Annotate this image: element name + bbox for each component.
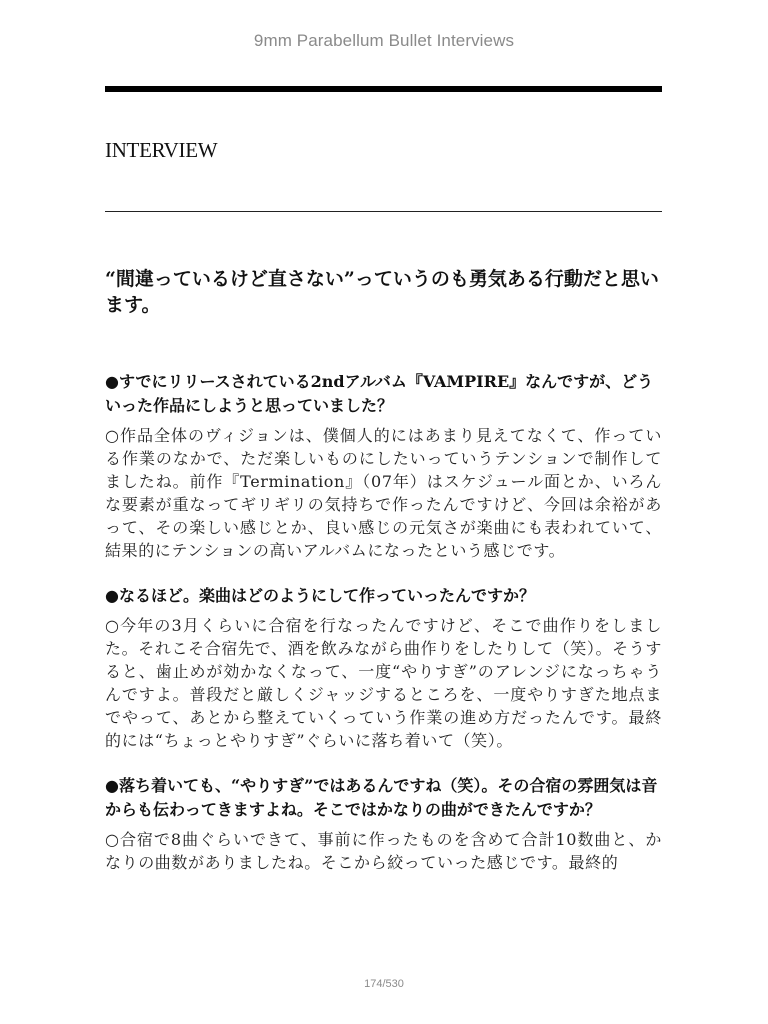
qa-block [105, 370, 662, 562]
interview-question: ●落ち着いても、“やりすぎ”ではあるんですね（笑）。その合宿の雰囲気は音からも伝わってきますよね。そこではかなりの曲ができたんですか？ [105, 776, 658, 819]
interview-question: ●なるほど。楽曲はどのようにして作っていったんですか？ [105, 586, 535, 605]
qa-block [105, 774, 662, 874]
interview-answer: ○作品全体のヴィジョンは、僕個人的にはあまり見えてなくて、作っている作業のなかで、ただ楽しいものにしたいっていうテンションで制作してましたね。前作『Termination』（07年）はスケジュール面とか、いろんな要素が重なってギリギリの気持ちで作ったんですけど、今回は余裕があって、その楽しい感じとか、良い感じの元気さが楽曲にも表われていて、結果的にテンションの高いアルバムになったという感じです。 [105, 426, 662, 560]
article-body [105, 266, 662, 928]
article-headline: “間違っているけど直さない”っていうのも勇気ある行動だと思います。 [105, 268, 659, 316]
page-indicator: 174/530 [364, 978, 404, 990]
section-label: INTERVIEW [105, 138, 218, 162]
interview-answer: ○今年の3月くらいに合宿を行なったんですけど、そこで曲作りをしました。それこそ合宿先で、酒を飲みながら曲作りをしたりして（笑）。そうすると、歯止めが効かなくなって、一度“やりすぎ”のアレンジになっちゃうんですよ。普段だと厳しくジャッジするところを、一度やりすぎた地点までやって、あとから整えていくっていう作業の進め方だったんです。最終的には“ちょっとやりすぎ”ぐらいに落ち着いて（笑）。 [105, 616, 662, 750]
interview-answer: ○合宿で8曲ぐらいできて、事前に作ったものを含めて合計10数曲と、かなりの曲数がありましたね。そこから絞っていった感じです。最終的 [105, 830, 662, 872]
book-title: 9mm Parabellum Bullet Interviews [253, 31, 515, 50]
thick-divider [105, 86, 662, 92]
interview-question: ●すでにリリースされている2ndアルバム『VAMPIRE』なんですが、どういった作品にしようと思っていました？ [105, 372, 654, 415]
thin-divider [105, 211, 662, 212]
qa-block [105, 584, 662, 752]
